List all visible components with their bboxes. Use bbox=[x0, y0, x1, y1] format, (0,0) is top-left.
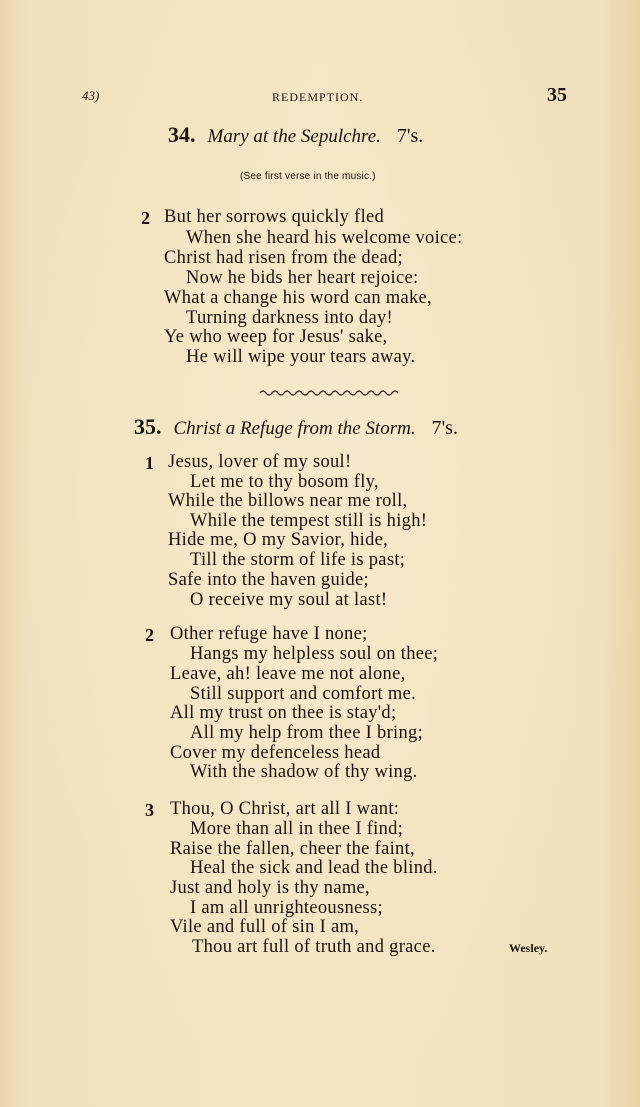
hymn-35-verse-1-number: 1 bbox=[145, 453, 154, 473]
hymn-34-line: He will wipe your tears away. bbox=[186, 347, 416, 367]
hymn-35-verse-3-number: 3 bbox=[145, 800, 154, 820]
hymn-34-line: Christ had risen from the dead; bbox=[164, 248, 403, 268]
hymn-35-line: While the tempest still is high! bbox=[190, 511, 428, 531]
hymn-35-name: Christ a Refuge from the Storm. bbox=[173, 418, 416, 439]
hymn-35-line: Thou art full of truth and grace. bbox=[192, 937, 436, 957]
hymn-35-line: Heal the sick and lead the blind. bbox=[190, 858, 438, 878]
hymn-34-number: 34. bbox=[168, 122, 196, 147]
hymn-34-line: Turning darkness into day! bbox=[186, 308, 394, 328]
hymn-35-line: I am all unrighteousness; bbox=[190, 898, 383, 918]
hymn-35-line: With the shadow of thy wing. bbox=[190, 762, 418, 782]
hymn-35-line: More than all in thee I find; bbox=[190, 819, 404, 839]
hymn-35-line: Safe into the haven guide; bbox=[168, 570, 369, 590]
hymn-35-number: 35. bbox=[134, 414, 162, 439]
hymn-35-line: Hangs my helpless soul on thee; bbox=[190, 644, 439, 664]
hymn-35-title bbox=[134, 414, 458, 440]
hymn-35-line: Raise the fallen, cheer the faint, bbox=[170, 839, 415, 859]
hymn-35-line: Just and holy is thy name, bbox=[170, 878, 370, 898]
page-number: 35 bbox=[547, 84, 567, 106]
hymn-35-line: Leave, ah! leave me not alone, bbox=[170, 664, 406, 684]
hymn-34-line: Ye who weep for Jesus' sake, bbox=[164, 327, 388, 347]
header-left-mark: 43) bbox=[82, 88, 100, 103]
hymn-34-name: Mary at the Sepulchre. bbox=[207, 126, 381, 147]
hymn-35-line: All my help from thee I bring; bbox=[190, 723, 424, 743]
hymn-35-verse-2-number: 2 bbox=[145, 625, 154, 645]
hymn-34-verse-number: 2 bbox=[141, 208, 150, 228]
hymn-35-line: Till the storm of life is past; bbox=[190, 550, 406, 570]
hymn-35-line: Thou, O Christ, art all I want: bbox=[170, 799, 400, 819]
hymn-34-line: Now he bids her heart rejoice: bbox=[186, 268, 419, 288]
hymn-35-line: Still support and comfort me. bbox=[190, 684, 417, 704]
hymn-35-line: Vile and full of sin I am, bbox=[170, 917, 360, 937]
hymn-35-meter: 7's. bbox=[431, 417, 458, 439]
hymn-34-line: But her sorrows quickly fled bbox=[164, 207, 385, 227]
hymn-35-line: Let me to thy bosom fly, bbox=[190, 472, 379, 492]
hymn-34-meter: 7's. bbox=[396, 125, 424, 147]
header-section-title: REDEMPTION. bbox=[272, 90, 364, 104]
hymn-35-line: Cover my defenceless head bbox=[170, 743, 381, 763]
hymn-35-line: O receive my soul at last! bbox=[190, 590, 388, 610]
hymn-35-line: While the billows near me roll, bbox=[168, 491, 408, 511]
hymn-34-title bbox=[168, 122, 423, 148]
hymn-34-line: When she heard his welcome voice: bbox=[186, 228, 463, 248]
hymn-35-line: Jesus, lover of my soul! bbox=[168, 452, 352, 472]
hymn-35-line: Hide me, O my Savior, hide, bbox=[168, 530, 389, 550]
wavy-divider-ornament bbox=[258, 386, 402, 400]
music-note: (See first verse in the music.) bbox=[240, 171, 376, 182]
author-attribution: Wesley. bbox=[509, 941, 548, 955]
hymn-35-line: All my trust on thee is stay'd; bbox=[170, 703, 397, 723]
hymn-34-line: What a change his word can make, bbox=[164, 288, 432, 308]
hymn-35-line: Other refuge have I none; bbox=[170, 624, 368, 644]
